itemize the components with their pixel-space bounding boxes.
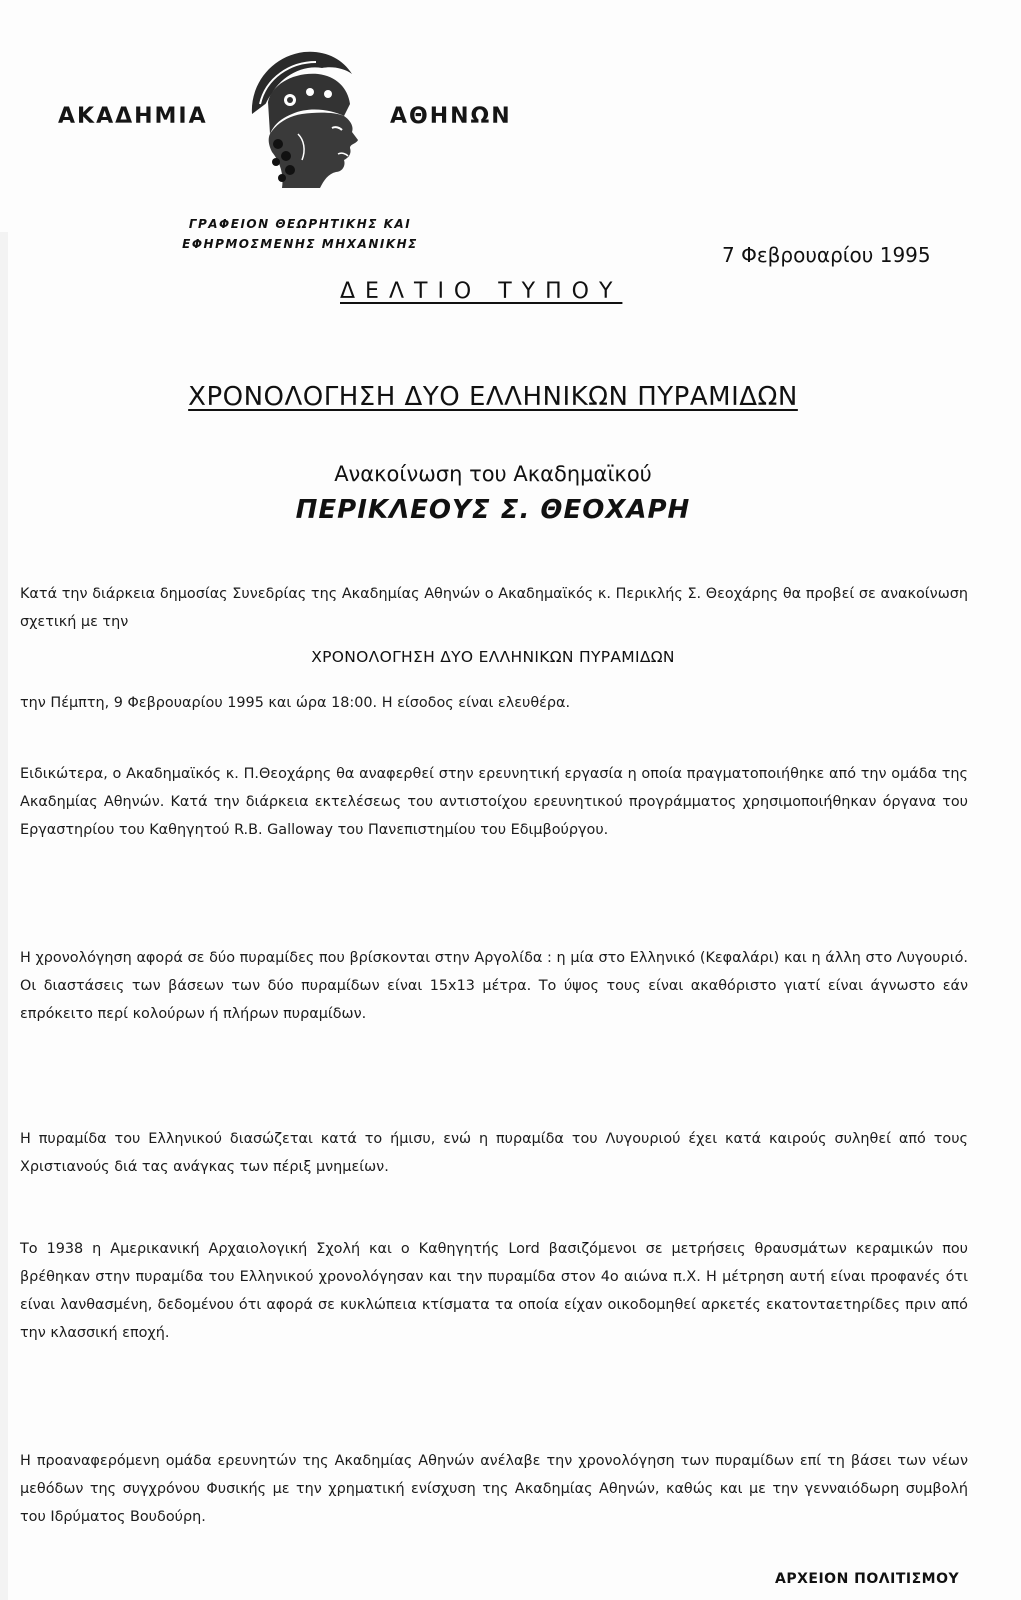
document-type: ΔΕΛΤΙΟ ΤΥΠΟΥ <box>340 279 623 304</box>
office-name <box>160 214 440 254</box>
paragraph-preservation: Η πυραμίδα του Ελληνικού διασώζεται κατά το ήμισυ, ενώ η πυραμίδα του Λυγουριού έχει κατά καιρούς συληθεί από τους Χριστιανούς διά τας ανάγκας των πέριξ μνημείων. <box>20 1131 968 1175</box>
letterhead-right-word: ΑΘΗΝΩΝ <box>390 104 512 129</box>
paragraph-intro-date: την Πέμπτη, 9 Φεβρουαρίου 1995 και ώρα 18:00. Η είσοδος είναι ελευθέρα. <box>20 695 571 711</box>
archive-label: ΑΡΧΕΙΟΝ ΠΟΛΙΤΙΣΜΟΥ <box>775 1571 960 1587</box>
document-date: 7 Φεβρουαρίου 1995 <box>722 243 931 267</box>
paragraph-intro-title: ΧΡΟΝΟΛΟΓΗΣΗ ΔΥΟ ΕΛΛΗΝΙΚΩΝ ΠΥΡΑΜΙΔΩΝ <box>311 648 675 666</box>
speaker-name: ΠΕΡΙΚΛΕΟΥΣ Σ. ΘΕΟΧΑΡΗ <box>295 495 691 525</box>
scan-edge <box>0 232 8 1600</box>
paragraph-research: Ειδικώτερα, ο Ακαδημαϊκός κ. Π.Θεοχάρης θα αναφερθεί στην ερευνητική εργασία η οποία πραγματοποιήθηκε από την ομάδα της Ακαδημίας Αθηνών. Κατά την διάρκεια εκτελέσεως του αντιστοίχου ερευνητικού προγράμματος χρησιμοποιήθηκαν όργανα του Εργαστηρίου του Καθηγητού R.B. Galloway του Πανεπιστημίου του Εδιμβούργου. <box>20 766 968 838</box>
document-title: ΧΡΟΝΟΛΟΓΗΣΗ ΔΥΟ ΕΛΛΗΝΙΚΩΝ ΠΥΡΑΜΙΔΩΝ <box>188 382 798 412</box>
paragraph-team: Η προαναφερόμενη ομάδα ερευνητών της Ακαδημίας Αθηνών ανέλαβε την χρονολόγηση των πυραμίδων επί τη βάσει των νέων μεθόδων της συγχρόνου Φυσικής με την χρηματική ενίσχυση της Ακαδημίας Αθηνών, καθώς και με την γενναιόδωρη συμβολή του Ιδρύματος Βουδούρη. <box>20 1453 968 1525</box>
paragraph-intro: Κατά την διάρκεια δημοσίας Συνεδρίας της Ακαδημίας Αθηνών ο Ακαδημαϊκός κ. Περικλής Σ. Θεοχάρης θα προβεί σε ανακοίνωση σχετική με την <box>20 586 968 630</box>
athena-head-seal-icon <box>232 44 372 194</box>
paragraph-dating-history: Το 1938 η Αμερικανική Αρχαιολογική Σχολή και ο Καθηγητής Lord βασιζόμενοι σε μετρήσεις θραυσμάτων κεραμικών που βρέθηκαν στην πυραμίδα του Ελληνικού χρονολόγησαν και την πυραμίδα στον 4ο αιώνα π.Χ. Η μέτρηση αυτή είναι προφανές ότι είναι λανθασμένη, δεδομένου ότι αφορά σε κυκλώπεια κτίσματα τα οποία είχαν οικοδομηθεί αρκετές εκατονταετηρίδες πριν από την κλασσική εποχή. <box>20 1241 968 1341</box>
letterhead-left-word: ΑΚΑΔΗΜΙΑ <box>58 104 208 129</box>
announcement-line: Ανακοίνωση του Ακαδημαϊκού <box>334 462 652 486</box>
paragraph-pyramids: Η χρονολόγηση αφορά σε δύο πυραμίδες που βρίσκονται στην Αργολίδα : η μία στο Ελληνικό (Κεφαλάρι) και η άλλη στο Λυγουριό. Οι διαστάσεις των βάσεων των δύο πυραμίδων είναι 15x13 μέτρα. Το ύψος τους είναι ακαθόριστο γιατί είναι άγνωστο εάν επρόκειτο περί κολούρων ή πλήρων πυραμίδων. <box>20 950 968 1022</box>
office-line-1: ΓΡΑΦΕΙΟΝ ΘΕΩΡΗΤΙΚΗΣ ΚΑΙ <box>188 217 412 231</box>
office-line-2: ΕΦΗΡΜΟΣΜΕΝΗΣ ΜΗΧΑΝΙΚΗΣ <box>182 237 418 251</box>
